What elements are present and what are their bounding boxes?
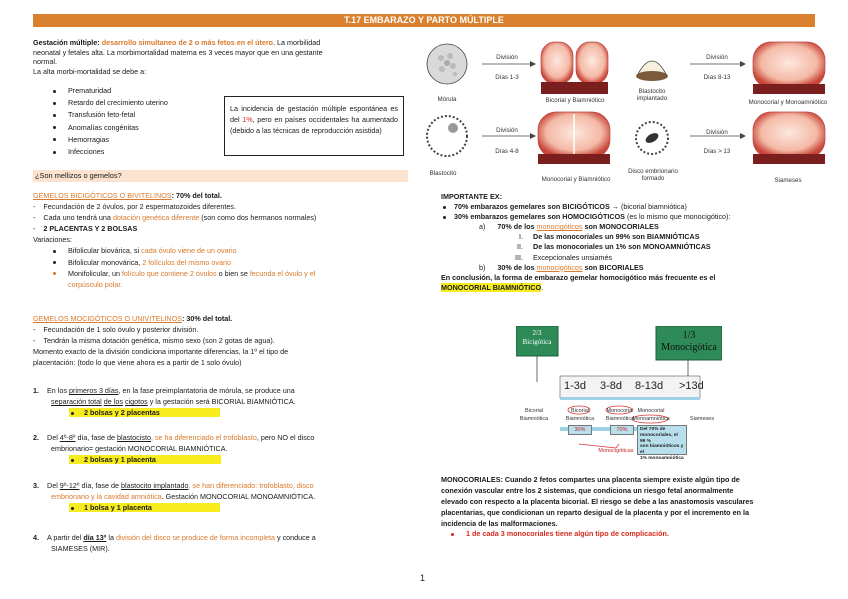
diagram-label: Días 4-8 xyxy=(495,148,519,155)
page-title: T.17 EMBARAZO Y PARTO MÚLTIPLE xyxy=(33,14,815,27)
diagram-label: División xyxy=(496,54,518,61)
diagram-label: Monocorial y Biamniótico xyxy=(541,176,611,183)
day-label: 3-8d xyxy=(600,380,623,392)
arrow xyxy=(690,61,746,67)
day-label: 8-13d xyxy=(635,380,664,392)
intro-term: Gestación múltiple: xyxy=(33,38,100,47)
placenta-type: Bicorial Biamniótica xyxy=(565,408,595,422)
list-item: Hemorragias xyxy=(53,135,168,145)
page-number: 1 xyxy=(420,573,426,583)
diagram-label: División xyxy=(706,54,728,61)
list-item: Retardo del crecimiento uterino xyxy=(53,98,168,108)
list-item: Prematuridad xyxy=(53,86,168,96)
question-band: ¿Son mellizos o gemelos? xyxy=(33,170,408,182)
diagram-label: División xyxy=(496,127,518,134)
placenta-type: Bicorial Biamniótica xyxy=(519,408,549,422)
diagram-label: Días > 13 xyxy=(703,148,731,155)
placenta-type: Monocorial Biamniótica xyxy=(605,408,635,422)
disco-embrionario xyxy=(636,122,668,154)
pct-badge: 30% xyxy=(568,425,592,435)
diagram-label: Siameses xyxy=(774,177,802,184)
arrow xyxy=(482,61,536,67)
intro-line3: normal. xyxy=(33,57,57,67)
day-label: 1-3d xyxy=(564,380,587,392)
intro-line2: neonatal y fetales alta. La morbimortalidad materna es 3 veces mayor que en una gestante xyxy=(33,47,323,57)
intro-line1: . La morbilidad xyxy=(273,38,321,47)
numbered-item-2: 2. Del 4º-8º día, fase de blastocisto, se ha diferenciado el trofoblasto, pero NO el disco embrionario= gestación MONOCORIAL BIAMNIÓTICA. 2 bolsas y 1 placenta xyxy=(33,433,315,465)
diagram-label: Bicorial y Biamniótico xyxy=(545,97,605,104)
blastocito-cell xyxy=(427,116,467,156)
list-item: Transfusión feto-fetal xyxy=(53,110,168,120)
diagram-label: Mórula xyxy=(437,96,457,103)
morula-cell xyxy=(427,44,467,84)
placenta-type: Monocorial Monoamniótica xyxy=(632,408,670,422)
monocigoticos-title: GEMELOS MOCIGÓTICOS O UNIVITELINOS xyxy=(33,314,182,323)
blastocito-implantado xyxy=(636,61,668,81)
bicigoticos-title: GEMELOS BICIGÓTICOS O BIVITELINOS xyxy=(33,191,172,200)
incidence-callout: La incidencia de gestación múltiple espontánea es del 1%, pero en países occidentales ha aumentado (debido a las técnicas de reproducción asistida) xyxy=(224,96,404,156)
monoamniotic-embryos xyxy=(753,42,825,94)
intro-line4: La alta morbi-mortalidad se debe a: xyxy=(33,66,147,76)
list-item: Anomalías congénitas xyxy=(53,123,168,133)
day-label: >13d xyxy=(679,380,704,392)
numbered-item-1: 1. En los primeros 3 días, en la fase preimplantatoria de mórula, se produce una separación total de los cigotos y la gestación será BICORIAL BIAMNIÓTICA. 2 bolsas y 2 placentas xyxy=(33,386,296,418)
importante-section: IMPORTANTE EX: 70% embarazos gemelares son BICIGÓTICOS → (bicorial biamniótica) 30% embarazos gemelares son HOMOCIGÓTICOS (es lo mismo que monocigótico): a) 70% de los monocigóticos son MONOCORIALES I. De las monocoriales un 99% son BIAMNIÓTICAS II. De las monocoriales un 1% son MONOAMNIÓTICAS III. Excepcionales unsiamés b) 30% de los monocigóticos son BICORIALES En conclusión, la forma de embarazo gemelar homocigótico más frecuente es el MONOCORIAL BIAMNIÓTICO. xyxy=(441,192,731,292)
intro-block xyxy=(33,38,409,76)
monocigotica-box: 1/3 Monocigótica xyxy=(661,330,717,353)
numbered-item-3: 3. Del 9º-12º día, fase de blastocito implantado, se han diferenciado: trofoblasto, disco embrionario y la cavidad amniótica. Gestación MONOCORIAL MONOAMNIÓTICA. 1 bolsa y 1 placenta xyxy=(33,481,316,513)
timing-chart xyxy=(516,326,722,469)
bicigotica-box: 2/3 Bicigótica xyxy=(522,329,552,346)
bicorial-embryos xyxy=(541,42,608,94)
bicigoticos-section: GEMELOS BICIGÓTICOS O BIVITELINOS: 70% del total. - Fecundación de 2 óvulos, por 2 espermatozoides diferentes. - Cada uno tendrá una dotación genética diferente (son como dos hermanos normales) - 2 PLACENTAS Y 2 BOLSAS Variaciones: Bifolicular biovárica, si cada óvulo viene de un ovario Bifolicular monovárica, 2 folículos del mismo ovario Monifolicular, un folículo que contiene 2 óvulos o bien se fecunda el óvulo y el corpúsculo polar. xyxy=(33,191,317,289)
diagram-label: Blastocito implantado xyxy=(636,88,668,102)
diagram-label: División xyxy=(706,129,728,136)
diagram-label: Blastocito xyxy=(429,170,457,177)
monocigoticos-section: GEMELOS MOCIGÓTICOS O UNIVITELINOS: 30% del total. - Fecundación de 1 solo óvulo y posterior división. - Tendrán la misma dotación genética, mismo sexo (son 2 gotas de agua). Momento exacto de la división condiciona importante diferencias, la 1º el tipo de placentación: (todo lo que viene ahora es a partir de 1 solo óvulo) xyxy=(33,314,289,368)
diagram-label: Días 1-3 xyxy=(495,74,519,81)
intro-definition: desarrollo simultaneo de 2 o más fetos en el útero xyxy=(101,38,274,47)
note-box: Del 70% de monocoriales, el 99 % son biamnióticos y el 1% monoamniótica xyxy=(637,425,687,455)
diagram-label: Días 8-13 xyxy=(703,74,731,81)
placenta-type: Siameses xyxy=(689,416,715,422)
pct-badge: 70% xyxy=(610,425,634,435)
monocoriales-section: MONOCORIALES: Cuando 2 fetos compartes una placenta siempre existe algún tipo de conexión vascular entre los 2 sistemas, que condiciona un riesgo fetal anormalmente elevado con respecto a la placenta bicorial. El riesgo se debe a las anastomosis vasculares placentarias, que condicionan un reparto desigual de la placenta y por el incremento en la incidencia de las malformaciones. 1 de cada 3 monocoriales tiene algún tipo de complicación. xyxy=(441,475,754,539)
monocigoticas-label: Monocigóticas xyxy=(598,448,634,454)
list-item: Infecciones xyxy=(53,147,168,157)
numbered-item-4: 4. A partir del día 13º la división del disco se produce de forma incompleta y conduce a SIAMESES (MIR). xyxy=(33,533,316,554)
causes-list xyxy=(53,86,168,157)
monocorial-biamniotic-embryos xyxy=(538,112,610,164)
siamese-embryos xyxy=(753,112,825,164)
diagram-label: Monocorial y Monoamniótico xyxy=(748,99,828,106)
diagram-label: Disco embrionario formado xyxy=(628,168,678,182)
